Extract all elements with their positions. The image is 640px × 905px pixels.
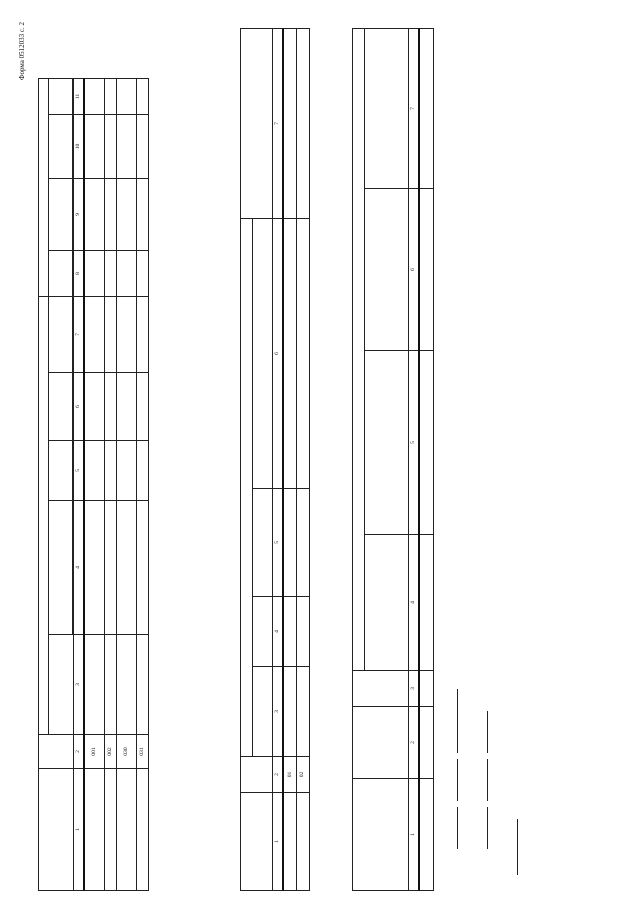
- table-cell: [104, 635, 116, 735]
- s32-colnum: 4: [273, 597, 284, 667]
- s31-head-section: [49, 297, 73, 373]
- table-cell: [136, 441, 148, 501]
- s32-head-status: [241, 29, 273, 219]
- table-cell: [136, 251, 148, 297]
- table-cell: [116, 179, 136, 251]
- s31-colnum: 6: [74, 373, 85, 441]
- s31-colnum: 11: [74, 79, 85, 115]
- table-cell: [116, 251, 136, 297]
- table-cell: [116, 501, 136, 635]
- s31-row-name: [104, 769, 116, 891]
- table-cell: [104, 79, 116, 115]
- s32-row-code: 02: [296, 757, 309, 793]
- s31-row-name: [84, 769, 104, 891]
- table-cell: [136, 297, 148, 373]
- s4-colnum: 1: [409, 779, 420, 891]
- s31-head-subclause: [49, 115, 73, 179]
- s31-colnum: 10: [74, 115, 85, 179]
- s32-colnum: 2: [273, 757, 284, 793]
- table-cell: [136, 501, 148, 635]
- table-cell: [104, 501, 116, 635]
- s4-head-line-code: [353, 671, 409, 707]
- s31-colnum: 4: [74, 501, 85, 635]
- s32-colnum: 5: [273, 489, 284, 597]
- table-cell: [419, 351, 433, 535]
- table-cell: [116, 79, 136, 115]
- table-cell: [419, 29, 433, 189]
- s31-colnum: 7: [74, 297, 85, 373]
- s31-row-code: 001: [84, 735, 104, 769]
- signature-line: [478, 711, 488, 753]
- table-cell: [296, 219, 309, 489]
- table-cell: [283, 667, 296, 757]
- s31-row-name: [136, 769, 148, 891]
- table-cell: [419, 535, 433, 671]
- s31-colnum: 8: [74, 251, 85, 297]
- table-cell: [84, 441, 104, 501]
- table-cell: [136, 635, 148, 735]
- table-cell: [296, 597, 309, 667]
- signature-line: [478, 807, 488, 849]
- s31-colnum: 2: [74, 735, 85, 769]
- table-cell: [283, 29, 296, 219]
- table-cell: [84, 79, 104, 115]
- s32-row-code: 01: [283, 757, 296, 793]
- s4-head-volume: [353, 29, 365, 671]
- signature-date-line: [508, 819, 518, 875]
- s32-colnum: 7: [273, 29, 284, 219]
- table-cell: [84, 373, 104, 441]
- table-cell: [104, 115, 116, 179]
- s31-head-kind: [49, 635, 74, 735]
- section-4-table: [352, 28, 434, 891]
- s32-head-code: [241, 757, 273, 793]
- s31-row-code: 030: [116, 735, 136, 769]
- table-cell: [136, 373, 148, 441]
- s31-head-paragraph: [49, 79, 73, 115]
- s4-colnum: 2: [409, 707, 420, 779]
- s31-row-code: 031: [136, 735, 148, 769]
- signature-line: [448, 689, 458, 753]
- s32-head-act-title: [253, 219, 273, 489]
- s31-head-number: [49, 373, 73, 441]
- table-cell: [296, 667, 309, 757]
- s32-colnum: 1: [273, 793, 284, 891]
- table-cell: [283, 597, 296, 667]
- s31-head-reference: [39, 79, 49, 297]
- table-cell: [136, 179, 148, 251]
- table-cell: [84, 251, 104, 297]
- table-cell: [283, 793, 296, 891]
- s4-head-year1: [365, 351, 409, 535]
- s32-colnum: 6: [273, 219, 284, 489]
- s32-head-date: [253, 597, 273, 667]
- s4-head-name: [353, 779, 409, 891]
- s4-head-year0: [365, 535, 409, 671]
- table-cell: [84, 297, 104, 373]
- s4-head-analytic-code: [353, 707, 409, 779]
- table-cell: [84, 635, 104, 735]
- s4-colnum: 4: [409, 535, 420, 671]
- s31-row-name: [116, 769, 136, 891]
- table-cell: [136, 79, 148, 115]
- s4-head-year3: [365, 29, 409, 189]
- table-cell: [116, 373, 136, 441]
- signature-line: [448, 807, 458, 849]
- s31-head-requisites: [39, 297, 49, 735]
- s32-head-act: [241, 219, 253, 757]
- s31-colnum: 9: [74, 179, 85, 251]
- table-cell: [296, 489, 309, 597]
- table-cell: [419, 671, 433, 707]
- table-cell: [116, 635, 136, 735]
- table-cell: [104, 179, 116, 251]
- table-cell: [84, 115, 104, 179]
- s31-head-article: [49, 251, 73, 297]
- table-cell: [136, 115, 148, 179]
- table-cell: [104, 373, 116, 441]
- s31-colnum: 5: [74, 441, 85, 501]
- s4-colnum: 3: [409, 671, 420, 707]
- s31-colnum: 3: [74, 635, 85, 735]
- table-cell: [296, 793, 309, 891]
- section-3-2-table: [240, 28, 310, 891]
- table-cell: [419, 189, 433, 351]
- s32-colnum: 3: [273, 667, 284, 757]
- table-cell: [283, 219, 296, 489]
- signature-line: [448, 759, 458, 801]
- s31-row-code: 002: [104, 735, 116, 769]
- s31-head-name: [39, 769, 74, 891]
- s32-head-number: [253, 489, 273, 597]
- s32-head-name: [241, 793, 273, 891]
- table-cell: [84, 179, 104, 251]
- table-cell: [104, 251, 116, 297]
- s4-head-year2: [365, 189, 409, 351]
- s31-head-date: [49, 441, 73, 501]
- s4-colnum: 5: [409, 351, 420, 535]
- s31-head-clause: [49, 179, 73, 251]
- table-cell: [419, 707, 433, 779]
- table-cell: [104, 297, 116, 373]
- table-cell: [116, 297, 136, 373]
- s4-colnum: 6: [409, 189, 420, 351]
- table-cell: [283, 489, 296, 597]
- table-cell: [116, 115, 136, 179]
- table-cell: [296, 29, 309, 219]
- s4-colnum: 7: [409, 29, 420, 189]
- table-cell: [116, 441, 136, 501]
- s31-colnum: 1: [74, 769, 85, 891]
- s31-head-code: [39, 735, 74, 769]
- section-3-1-table: [38, 29, 149, 891]
- s32-head-kind: [253, 667, 273, 757]
- signature-line: [478, 759, 488, 801]
- table-cell: [419, 779, 433, 891]
- table-cell: [84, 501, 104, 635]
- s31-head-title: [49, 501, 73, 635]
- table-cell: [104, 441, 116, 501]
- form-number: Форма 0512033 с. 2: [18, 22, 26, 81]
